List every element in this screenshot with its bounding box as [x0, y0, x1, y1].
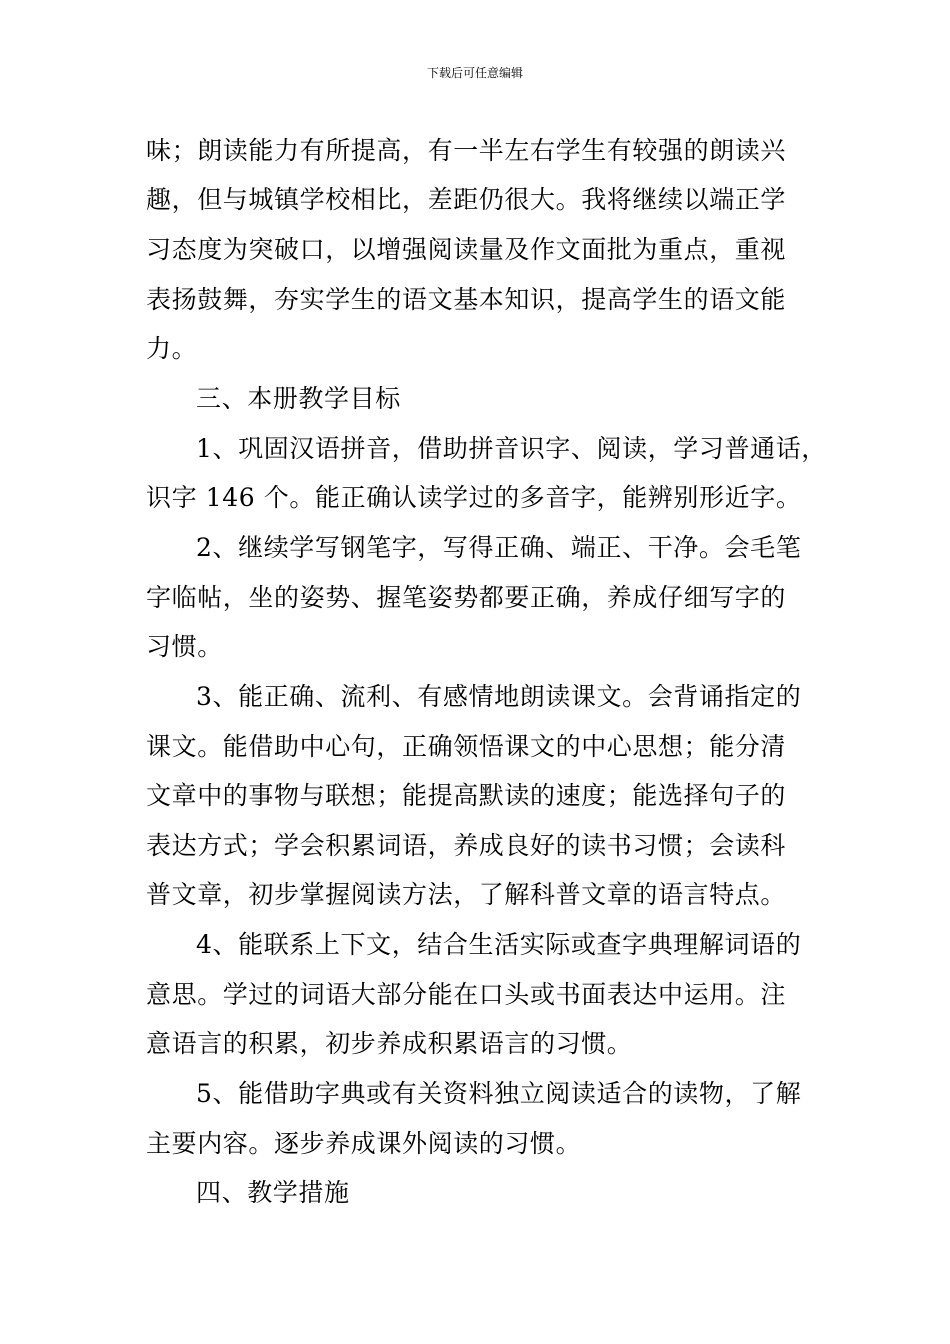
body-line: 表扬鼓舞，夯实学生的语文基本知识，提高学生的语文能	[146, 285, 787, 314]
body-line: 习惯。	[146, 632, 223, 661]
body-line: 味；朗读能力有所提高，有一半左右学生有较强的朗读兴	[146, 136, 787, 165]
body-line: 意思。学过的词语大部分能在口头或书面表达中运用。注	[146, 980, 787, 1009]
body-line: 趣，但与城镇学校相比，差距仍很大。我将继续以端正学	[146, 185, 787, 214]
body-line: 字临帖，坐的姿势、握笔姿势都要正确，养成仔细写字的	[146, 583, 787, 612]
section-heading: 四、教学措施	[196, 1178, 350, 1207]
body-line: 1、巩固汉语拼音，借助拼音识字、阅读，学习普通话，	[196, 434, 827, 463]
body-line: 习态度为突破口，以增强阅读量及作文面批为重点，重视	[146, 235, 787, 264]
body-line: 普文章，初步掌握阅读方法，了解科普文章的语言特点。	[146, 880, 787, 909]
body-line: 意语言的积累，初步养成积累语言的习惯。	[146, 1029, 633, 1058]
body-line: 力。	[146, 334, 198, 363]
body-line: 课文。能借助中心句，正确领悟课文的中心思想；能分清	[146, 732, 787, 761]
body-line: 3、能正确、流利、有感情地朗读课文。会背诵指定的	[196, 682, 802, 711]
body-line: 文章中的事物与联想；能提高默读的速度；能选择句子的	[146, 781, 787, 810]
body-line: 识字 146 个。能正确认读学过的多音字，能辨别形近字。	[146, 483, 802, 512]
body-line: 2、继续学写钢笔字，写得正确、端正、干净。会毛笔	[196, 533, 802, 562]
body-line: 主要内容。逐步养成课外阅读的习惯。	[146, 1129, 582, 1158]
header-note: 下载后可任意编辑	[426, 66, 523, 80]
section-heading: 三、本册教学目标	[196, 384, 401, 413]
body-line: 表达方式；学会积累词语，养成良好的读书习惯；会读科	[146, 831, 787, 860]
body-line: 4、能联系上下文，结合生活实际或查字典理解词语的	[196, 930, 802, 959]
body-line: 5、能借助字典或有关资料独立阅读适合的读物，了解	[196, 1079, 802, 1108]
